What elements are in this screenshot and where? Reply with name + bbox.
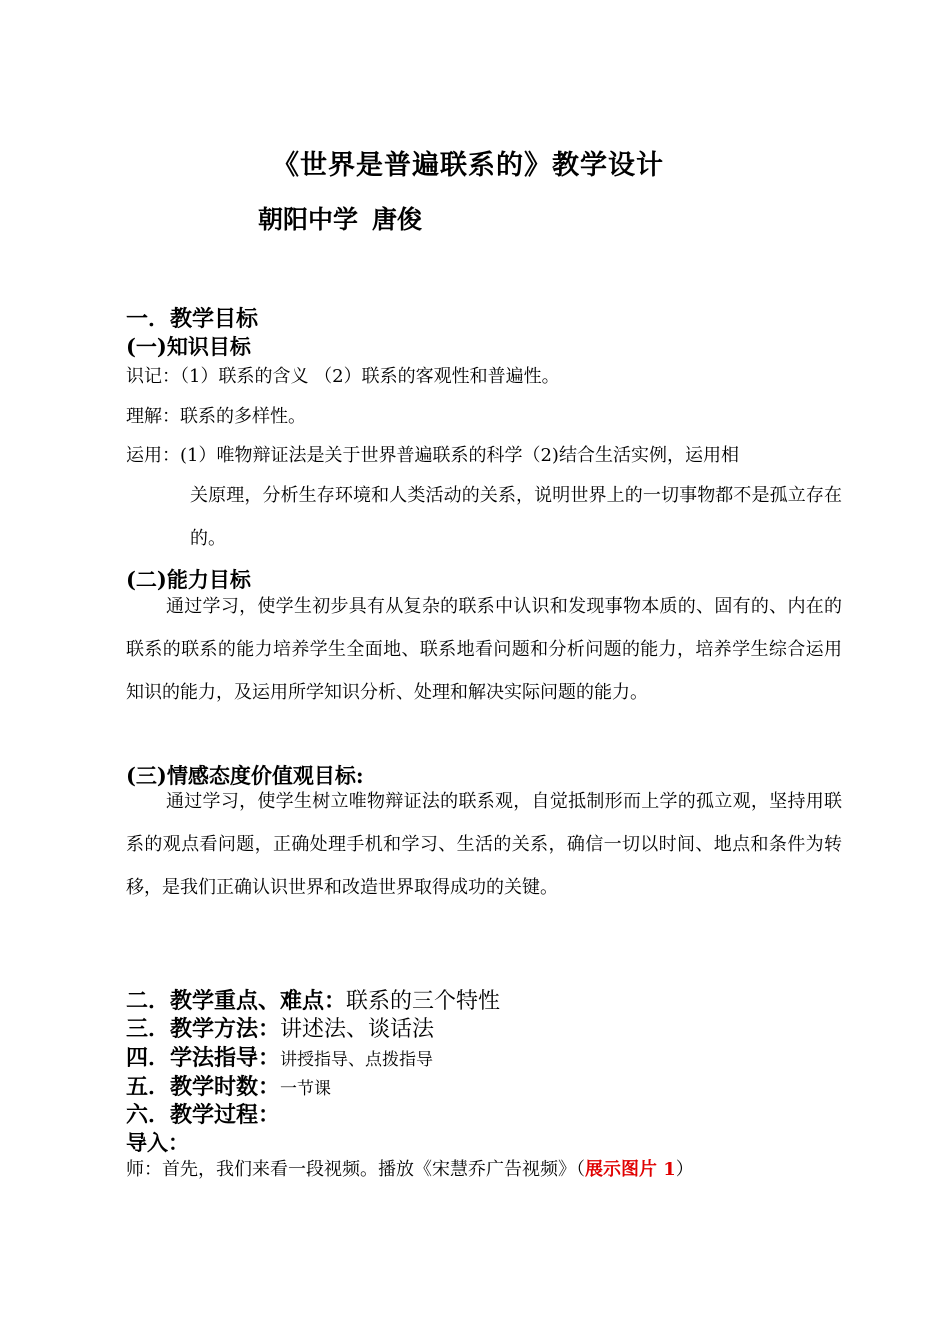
study-guidance-heading: 四．学法指导： [126,1045,281,1071]
ability-paragraph: 通过学习，使学生初步具有从复杂的联系中认识和发现事物本质的、固有的、内在的联系的联系的能力培养学生全面地、联系地看问题和分析问题的能力，培养学生综合运用知识的能力，及运用所学知识分析、处理和解决实际问题的能力。 [126,596,842,703]
knowledge-recall: 识记：（1）联系的含义 （2）联系的客观性和普遍性。 [126,366,560,387]
author-line [258,200,422,236]
knowledge-apply-continuation: 关原理，分析生存环境和人类活动的关系，说明世界上的一切事物都不是孤立存在的。 [190,485,842,549]
subsection-heading-ability: (二)能力目标 [126,567,251,592]
section-process-heading: 六．教学过程： [126,1102,281,1128]
hours-value: 一节课 [280,1079,332,1099]
section-key-points [126,984,500,1015]
show-image-highlight: 展示图片 1 [585,1159,676,1180]
section-methods [126,1012,434,1043]
subsection-heading-knowledge: (一)知识目标 [126,334,251,359]
subsection-heading-values: (三)情感态度价值观目标: [126,763,364,788]
knowledge-apply-first-line: 运用：(1）唯物辩证法是关于世界普遍联系的科学（2)结合生活实例，运用相 [126,445,739,466]
key-points-value: 联系的三个特性 [346,989,501,1014]
author-school: 朝阳中学 [258,205,359,234]
intro-text: 师：首先，我们来看一段视频。播放《宋慧乔广告视频》（ [126,1159,585,1180]
values-paragraph: 通过学习，使学生树立唯物辩证法的联系观，自觉抵制形而上学的孤立观，坚持用联系的观点看问题，正确处理手机和学习、生活的关系，确信一切以时间、地点和条件为转移，是我们正确认识世界和改造世界取得成功的关键。 [126,791,842,898]
intro-heading: 导入： [126,1130,189,1155]
intro-line [126,1155,694,1181]
document-title: 《世界是普遍联系的》教学设计 [272,150,664,181]
methods-heading: 三．教学方法： [126,1016,281,1042]
methods-value: 讲述法、谈话法 [280,1017,435,1042]
section-heading-objectives: 一．教学目标 [126,306,259,332]
section-study-guidance [126,1041,433,1072]
author-name: 唐俊 [372,205,423,234]
knowledge-understand: 理解：联系的多样性。 [126,406,306,427]
intro-close-paren: ） [675,1159,694,1180]
section-hours [126,1070,331,1101]
hours-heading: 五．教学时数： [126,1074,281,1100]
key-points-heading: 二．教学重点、难点： [126,988,347,1014]
study-guidance-value: 讲授指导、点拨指导 [280,1050,434,1070]
